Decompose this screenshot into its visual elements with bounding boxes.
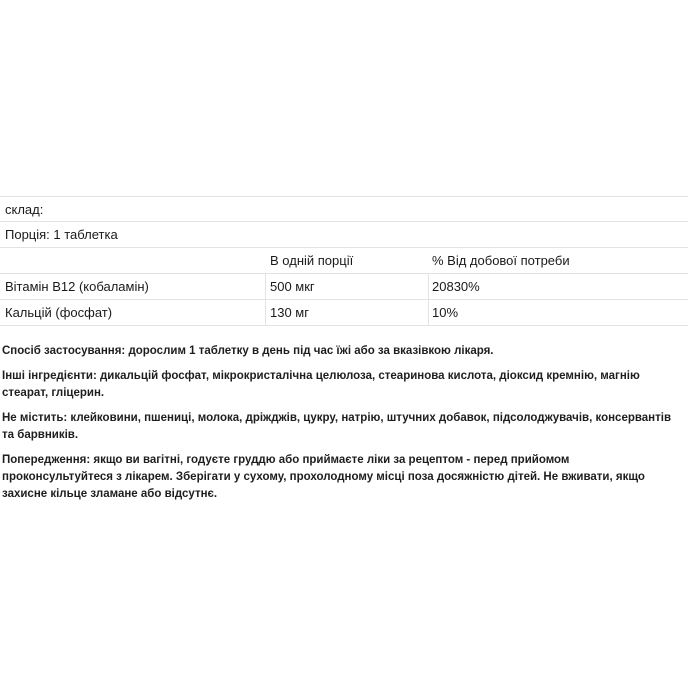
- composition-title: склад:: [5, 201, 44, 217]
- other-ingredients: Інші інгредієнти: дикальцій фосфат, мікрокристалічна целюлоза, стеаринова кислота, діоксид кремнію, магнію стеарат, гліцерин.: [2, 370, 640, 399]
- nutrient-daily-value: 10%: [432, 305, 459, 320]
- nutrient-name: Кальцій (фосфат): [0, 300, 266, 325]
- product-notes: [2, 343, 682, 511]
- table-row: [0, 274, 688, 300]
- usage-instructions: Спосіб застосування: дорослим 1 таблетку в день під час їжі або за вказівкою лікаря.: [2, 345, 494, 357]
- nutrient-daily-value: 20830%: [432, 279, 480, 294]
- nutrient-amount: 500 мкг: [266, 274, 429, 299]
- nutrient-amount: 130 мг: [266, 300, 429, 325]
- free-from-list: Не містить: клейковини, пшениці, молока, дріжджів, цукру, натрію, штучних добавок, підсолоджувачів, консервантів та барвників.: [2, 412, 672, 441]
- supplement-facts-table: [0, 196, 688, 326]
- composition-title-row: [0, 196, 688, 222]
- serving-size: Порція: 1 таблетка: [5, 227, 118, 242]
- table-header-row: [0, 248, 688, 274]
- warning-text: Попередження: якщо ви вагітні, годуєте груддю або приймаєте ліки за рецептом - перед прийомом проконсультуйтеся з лікарем. Зберігати у сухому, прохолодному місці поза досяжністю дітей. Не вживати, якщо захисне кільце зламане або відсутнє.: [2, 454, 645, 500]
- header-per-serving: В одній порції: [270, 253, 354, 268]
- nutrient-name: Вітамін В12 (кобаламін): [0, 274, 266, 299]
- table-row: [0, 300, 688, 326]
- serving-row: [0, 222, 688, 248]
- header-daily-value: % Від добової потреби: [432, 253, 570, 268]
